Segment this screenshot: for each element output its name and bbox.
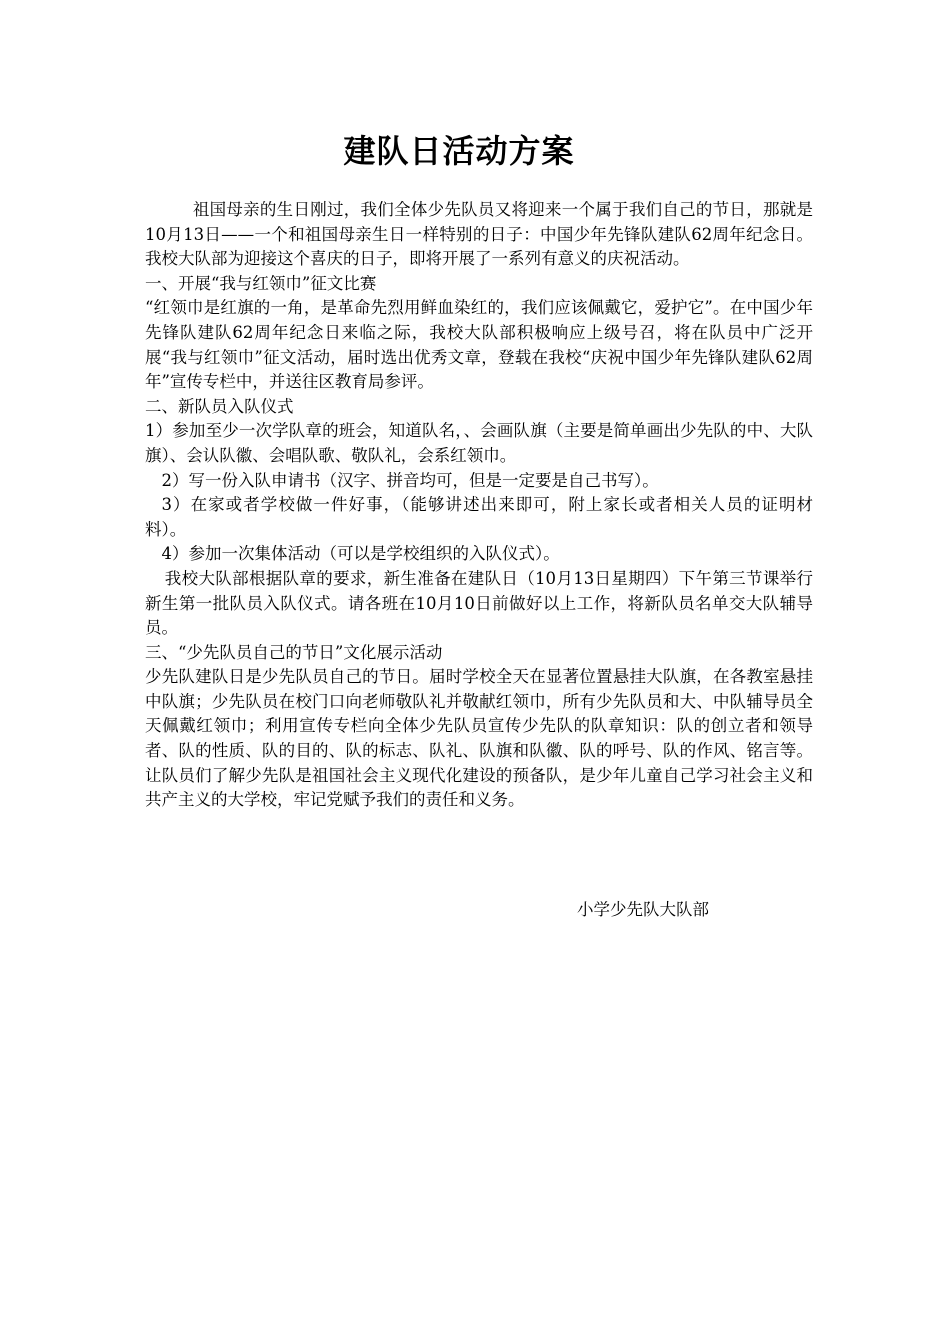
section-2-item-4: 4）参加一次集体活动（可以是学校组织的入队仪式）。 xyxy=(161,544,560,564)
section-2-item-2: 2）写一份入队申请书（汉字、拼音均可，但是一定要是自己书写）。 xyxy=(161,470,659,490)
section-3-body: 少先队建队日是少先队员自己的节日。届时学校全天在显著位置悬挂大队旗，在各教室悬挂中队旗；少先队员在校门口向老师敬队礼并敬献红领巾，所有少先队员和大、中队辅导员全天佩戴红领巾；利用宣传专栏向全体少先队员宣传少先队的队章知识：队的创立者和领导者、队的性质、队的目的、队的标志、队礼、队旗和队徽、队的呼号、队的作风、铭言等。让队员们了解少先队是祖国社会主义现代化建设的预备队，是少年儿童自己学习社会主义和共产主义的大学校，牢记党赋予我们的责任和义务。 xyxy=(145,667,813,810)
section-1-heading: 一、开展“我与红领巾”征文比赛 xyxy=(145,273,377,293)
section-1-body: “红领巾是红旗的一角，是革命先烈用鲜血染红的，我们应该佩戴它，爱护它”。在中国少年先锋队建队62周年纪念日来临之际，我校大队部积极响应上级号召，将在队员中广泛开展“我与红领巾”征文活动，届时选出优秀文章，登载在我校“庆祝中国少年先锋队建队62周年”宣传专栏中，并送往区教育局参评。 xyxy=(145,298,813,392)
document-title: 建队日活动方案 xyxy=(343,132,575,170)
section-2-item-3: 3）在家或者学校做一件好事，（能够讲述出来即可，附上家长或者相关人员的证明材料）。 xyxy=(145,495,813,539)
section-2-closing: 我校大队部根据队章的要求，新生准备在建队日（10月13日星期四）下午第三节课举行新生第一批队员入队仪式。请各班在10月10日前做好以上工作，将新队员名单交大队辅导员。 xyxy=(145,568,813,638)
document-body xyxy=(145,198,813,813)
intro-paragraph: 祖国母亲的生日刚过，我们全体少先队员又将迎来一个属于我们自己的节日，那就是10月13日——一个和祖国母亲生日一样特别的日子：中国少年先锋队建队62周年纪念日。我校大队部为迎接这个喜庆的日子，即将开展了一系列有意义的庆祝活动。 xyxy=(145,200,813,269)
section-2-item-1: 1）参加至少一次学队章的班会，知道队名，、会画队旗（主要是简单画出少先队的中、大队旗）、会认队徽、会唱队歌、敬队礼，会系红领巾。 xyxy=(145,421,813,465)
signature: 小学少先队大队部 xyxy=(577,900,709,919)
section-3-heading: 三、“少先队员自己的节日”文化展示活动 xyxy=(145,642,443,662)
section-2-heading: 二、新队员入队仪式 xyxy=(145,396,294,416)
